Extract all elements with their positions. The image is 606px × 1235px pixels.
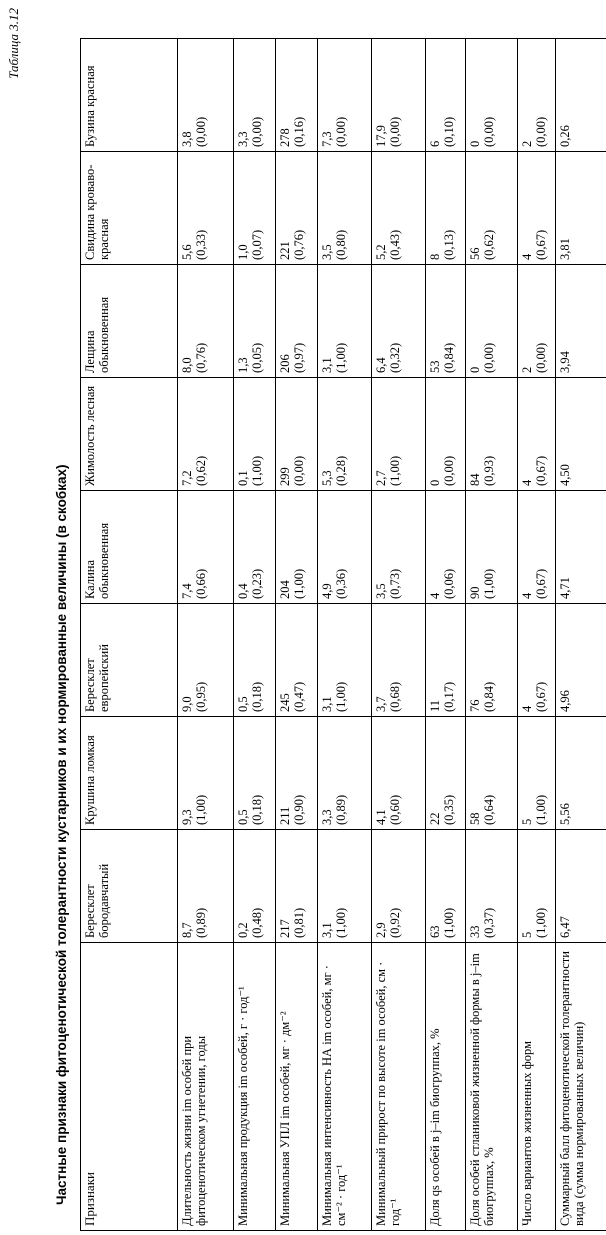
table-cell [466, 717, 518, 830]
table-cell [556, 830, 606, 943]
cell-value: 2,7 [374, 470, 388, 486]
table-cell [234, 830, 276, 943]
row-label: Минимальная интенсивность НА im особей, мг · см⁻² · год⁻¹ [318, 943, 372, 1231]
cell-normalized-value: (0,18) [250, 681, 264, 712]
table-cell [556, 152, 606, 265]
table-cell [466, 39, 518, 152]
cell-normalized-value: (0,10) [442, 116, 456, 147]
cell-value: 4,50 [558, 464, 572, 486]
cell-value: 0 [468, 140, 482, 147]
cell-value: 76 [468, 699, 482, 712]
table-cell [426, 378, 466, 491]
cell-value: 3,8 [180, 131, 194, 147]
cell-normalized-value: (0,33) [194, 229, 208, 260]
table-title: Частные признаки фитоценотической толерантности кустарников и их нормированные величины (в скобках) [54, 464, 69, 1205]
cell-normalized-value: (0,07) [250, 229, 264, 260]
cell-normalized-value: (0,06) [442, 568, 456, 599]
cell-value: 0,5 [236, 696, 250, 712]
row-label: Суммарный балл фитоценотической толерантности вида (сумма нормированных величин) [556, 943, 606, 1231]
row-label: Минимальная продукция im особей, г · год⁻¹ [234, 943, 276, 1231]
table-cell [234, 39, 276, 152]
cell-value: 1,0 [236, 244, 250, 260]
table-cell [426, 39, 466, 152]
cell-normalized-value: (0,00) [534, 342, 548, 373]
table-cell [426, 604, 466, 717]
table-cell [178, 152, 234, 265]
cell-normalized-value: (0,93) [482, 455, 496, 486]
table-cell [466, 152, 518, 265]
table-cell [372, 604, 426, 717]
cell-normalized-value: (0,66) [194, 568, 208, 599]
cell-value: 3,5 [320, 244, 334, 260]
row-label: Число вариантов жизненных форм [518, 943, 556, 1231]
cell-normalized-value: (1,00) [334, 681, 348, 712]
cell-normalized-value: (1,00) [534, 794, 548, 825]
cell-value: 221 [278, 241, 292, 260]
cell-value: 245 [278, 693, 292, 712]
table-cell [518, 265, 556, 378]
table-row [556, 39, 606, 1231]
cell-normalized-value: (0,62) [194, 455, 208, 486]
cell-value: 6 [428, 140, 442, 147]
cell-value: 299 [278, 467, 292, 486]
table-cell [426, 717, 466, 830]
cell-value: 204 [278, 580, 292, 599]
cell-normalized-value: (1,00) [334, 907, 348, 938]
table-cell [556, 265, 606, 378]
cell-value: 0,1 [236, 470, 250, 486]
cell-value: 0 [468, 366, 482, 373]
cell-normalized-value: (0,76) [194, 342, 208, 373]
cell-value: 278 [278, 128, 292, 147]
table-cell [426, 152, 466, 265]
table-cell [276, 491, 318, 604]
table-row [466, 39, 518, 1231]
cell-normalized-value: (1,00) [334, 342, 348, 373]
table-cell [372, 491, 426, 604]
cell-value: 90 [468, 586, 482, 599]
cell-value: 5 [520, 931, 534, 938]
row-label: Доля особей стланиковой жизненной формы в j–im биогруппах, % [466, 943, 518, 1231]
header-features: Признаки [81, 943, 178, 1231]
cell-value: 3,5 [374, 583, 388, 599]
cell-value: 0 [428, 479, 442, 486]
cell-normalized-value: (0,48) [250, 907, 264, 938]
table-cell [318, 604, 372, 717]
cell-normalized-value: (0,89) [194, 907, 208, 938]
table-cell [234, 152, 276, 265]
header-species: Бересклет бородавчатый [81, 830, 178, 943]
cell-value: 5,6 [180, 244, 194, 260]
table-cell [318, 265, 372, 378]
cell-normalized-value: (0,64) [482, 794, 496, 825]
header-species: Бересклет европейский [81, 604, 178, 717]
cell-normalized-value: (0,18) [250, 794, 264, 825]
cell-normalized-value: (0,68) [388, 681, 402, 712]
row-label: Доля qs особей в j–im биогруппах, % [426, 943, 466, 1231]
cell-normalized-value: (0,17) [442, 681, 456, 712]
cell-value: 9,3 [180, 809, 194, 825]
table-cell [178, 265, 234, 378]
table-cell [556, 39, 606, 152]
cell-value: 3,1 [320, 696, 334, 712]
cell-value: 3,1 [320, 357, 334, 373]
cell-value: 84 [468, 473, 482, 486]
cell-normalized-value: (0,23) [250, 568, 264, 599]
cell-value: 5,3 [320, 470, 334, 486]
cell-value: 3,81 [558, 238, 572, 260]
table-number: Таблица 3.12 [6, 8, 21, 79]
table-cell [318, 830, 372, 943]
table-cell [234, 378, 276, 491]
table-row [372, 39, 426, 1231]
header-species: Лещина обыкновенная [81, 265, 178, 378]
table-body [178, 39, 606, 1231]
cell-value: 22 [428, 812, 442, 825]
table-cell [372, 152, 426, 265]
cell-value: 11 [428, 699, 442, 712]
table-cell [466, 378, 518, 491]
table-cell [276, 378, 318, 491]
cell-value: 211 [278, 806, 292, 825]
table-cell [518, 39, 556, 152]
table-cell [178, 830, 234, 943]
cell-value: 5,56 [558, 803, 572, 825]
cell-normalized-value: (0,97) [292, 342, 306, 373]
cell-normalized-value: (1,00) [442, 907, 456, 938]
data-table [80, 38, 606, 1231]
header-species: Свидина кроваво-красная [81, 152, 178, 265]
cell-value: 0,4 [236, 583, 250, 599]
table-cell [518, 152, 556, 265]
table-cell [426, 265, 466, 378]
cell-value: 4 [520, 479, 534, 486]
cell-normalized-value: (1,00) [292, 568, 306, 599]
cell-value: 53 [428, 360, 442, 373]
row-label: Минимальный прирост по высоте im особей, см · год⁻¹ [372, 943, 426, 1231]
header-species: Крушина ломкая [81, 717, 178, 830]
cell-value: 63 [428, 925, 442, 938]
header-species: Бузина красная [81, 39, 178, 152]
cell-normalized-value: (1,00) [388, 455, 402, 486]
cell-normalized-value: (0,60) [388, 794, 402, 825]
table-cell [276, 152, 318, 265]
cell-normalized-value: (1,00) [482, 568, 496, 599]
cell-normalized-value: (0,36) [334, 568, 348, 599]
cell-normalized-value: (0,00) [250, 116, 264, 147]
cell-value: 4 [520, 705, 534, 712]
row-label: Длительность жизни im особей при фитоценотическом угнетении, годы [178, 943, 234, 1231]
table-cell [234, 717, 276, 830]
cell-normalized-value: (0,95) [194, 681, 208, 712]
table-cell [234, 491, 276, 604]
table-cell [556, 604, 606, 717]
table-cell [234, 604, 276, 717]
table-cell [466, 830, 518, 943]
table-cell [276, 830, 318, 943]
table-row [234, 39, 276, 1231]
cell-normalized-value: (0,84) [442, 342, 456, 373]
cell-normalized-value: (0,05) [250, 342, 264, 373]
cell-value: 6,4 [374, 357, 388, 373]
cell-normalized-value: (0,28) [334, 455, 348, 486]
table-cell [318, 717, 372, 830]
table-cell [518, 604, 556, 717]
cell-value: 17,9 [374, 125, 388, 147]
cell-value: 206 [278, 354, 292, 373]
cell-value: 8,0 [180, 357, 194, 373]
cell-normalized-value: (0,00) [334, 116, 348, 147]
cell-normalized-value: (0,00) [534, 116, 548, 147]
table-cell [318, 378, 372, 491]
table-cell [276, 604, 318, 717]
cell-normalized-value: (0,62) [482, 229, 496, 260]
table-cell [556, 378, 606, 491]
table-cell [466, 265, 518, 378]
table-cell [372, 717, 426, 830]
cell-normalized-value: (0,67) [534, 455, 548, 486]
cell-value: 58 [468, 812, 482, 825]
cell-normalized-value: (0,00) [482, 116, 496, 147]
cell-value: 4,71 [558, 577, 572, 599]
cell-value: 2 [520, 366, 534, 373]
cell-normalized-value: (0,00) [442, 455, 456, 486]
table-cell [426, 830, 466, 943]
cell-normalized-value: (0,67) [534, 681, 548, 712]
cell-value: 4,96 [558, 690, 572, 712]
table-cell [556, 491, 606, 604]
cell-normalized-value: (1,00) [194, 794, 208, 825]
cell-value: 0,5 [236, 809, 250, 825]
cell-normalized-value: (0,35) [442, 794, 456, 825]
table-cell [518, 830, 556, 943]
table-cell [318, 152, 372, 265]
table-cell [178, 604, 234, 717]
cell-normalized-value: (0,37) [482, 907, 496, 938]
cell-value: 4 [428, 592, 442, 599]
cell-normalized-value: (0,67) [534, 229, 548, 260]
table-cell [234, 265, 276, 378]
cell-value: 0,2 [236, 922, 250, 938]
table-cell [178, 39, 234, 152]
cell-normalized-value: (0,43) [388, 229, 402, 260]
cell-normalized-value: (0,81) [292, 907, 306, 938]
header-species: Калина обыкновенная [81, 491, 178, 604]
table-row [178, 39, 234, 1231]
table-cell [276, 265, 318, 378]
cell-normalized-value: (0,73) [388, 568, 402, 599]
table-cell [518, 378, 556, 491]
row-label: Минимальная УПЛ im особей, мг · дм⁻² [276, 943, 318, 1231]
cell-value: 33 [468, 925, 482, 938]
table-cell [372, 378, 426, 491]
cell-value: 0,26 [558, 125, 572, 147]
cell-value: 5,2 [374, 244, 388, 260]
cell-value: 4 [520, 253, 534, 260]
cell-value: 3,94 [558, 351, 572, 373]
cell-value: 7,4 [180, 583, 194, 599]
cell-normalized-value: (0,00) [388, 116, 402, 147]
cell-value: 1,3 [236, 357, 250, 373]
cell-normalized-value: (0,92) [388, 907, 402, 938]
cell-normalized-value: (0,47) [292, 681, 306, 712]
cell-normalized-value: (1,00) [534, 907, 548, 938]
table-row [276, 39, 318, 1231]
cell-normalized-value: (0,32) [388, 342, 402, 373]
table-cell [556, 717, 606, 830]
cell-value: 217 [278, 919, 292, 938]
cell-normalized-value: (0,80) [334, 229, 348, 260]
cell-value: 4,9 [320, 583, 334, 599]
cell-value: 3,7 [374, 696, 388, 712]
cell-normalized-value: (0,84) [482, 681, 496, 712]
cell-normalized-value: (0,67) [534, 568, 548, 599]
cell-value: 3,3 [320, 809, 334, 825]
header-row [81, 39, 178, 1231]
cell-normalized-value: (0,00) [482, 342, 496, 373]
table-cell [372, 265, 426, 378]
cell-value: 8,7 [180, 922, 194, 938]
table-cell [178, 491, 234, 604]
cell-value: 3,3 [236, 131, 250, 147]
table-cell [318, 39, 372, 152]
cell-normalized-value: (0,89) [334, 794, 348, 825]
table-cell [276, 717, 318, 830]
cell-normalized-value: (0,00) [292, 455, 306, 486]
table-cell [426, 491, 466, 604]
cell-value: 2,9 [374, 922, 388, 938]
table-row [426, 39, 466, 1231]
table-cell [178, 378, 234, 491]
cell-value: 7,2 [180, 470, 194, 486]
cell-value: 4 [520, 592, 534, 599]
table-cell [466, 491, 518, 604]
cell-value: 2 [520, 140, 534, 147]
cell-value: 8 [428, 253, 442, 260]
table-cell [466, 604, 518, 717]
cell-normalized-value: (0,90) [292, 794, 306, 825]
cell-value: 4,1 [374, 809, 388, 825]
table-row [318, 39, 372, 1231]
cell-value: 6,47 [558, 916, 572, 938]
cell-value: 7,3 [320, 131, 334, 147]
cell-normalized-value: (0,13) [442, 229, 456, 260]
cell-normalized-value: (1,00) [250, 455, 264, 486]
cell-normalized-value: (0,00) [194, 116, 208, 147]
table-cell [372, 830, 426, 943]
table-cell [518, 717, 556, 830]
table-cell [178, 717, 234, 830]
cell-value: 56 [468, 247, 482, 260]
table-row [518, 39, 556, 1231]
header-species: Жимолость лесная [81, 378, 178, 491]
table-cell [372, 39, 426, 152]
table-cell [276, 39, 318, 152]
table-cell [518, 491, 556, 604]
cell-value: 3,1 [320, 922, 334, 938]
cell-value: 5 [520, 818, 534, 825]
table-cell [318, 491, 372, 604]
cell-normalized-value: (0,76) [292, 229, 306, 260]
cell-normalized-value: (0,16) [292, 116, 306, 147]
cell-value: 9,0 [180, 696, 194, 712]
